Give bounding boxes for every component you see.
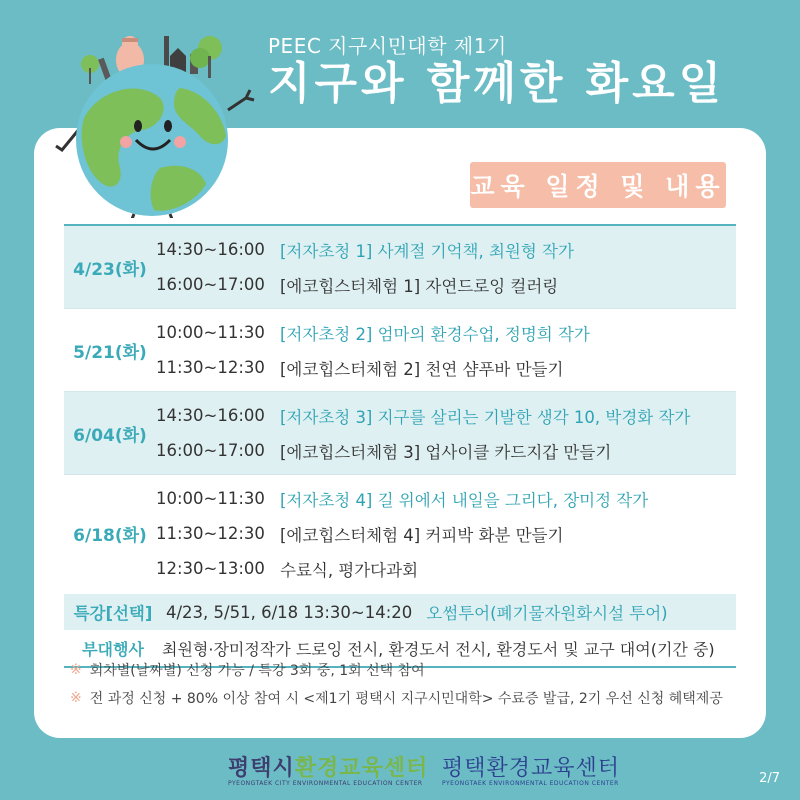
schedule-time: 14:30~16:00 bbox=[156, 406, 265, 425]
schedule-date: 5/21(화) bbox=[73, 342, 147, 363]
page-title: 지구와 함께한 화요일 bbox=[268, 58, 726, 109]
schedule-date: 6/04(화) bbox=[73, 425, 147, 446]
note-item bbox=[70, 684, 723, 712]
schedule-time: 11:30~12:30 bbox=[156, 358, 265, 377]
schedule-table bbox=[64, 224, 736, 668]
page-number: 2/7 bbox=[759, 771, 780, 786]
special-label: 특강[선택] bbox=[73, 604, 153, 623]
schedule-item bbox=[156, 433, 736, 468]
schedule-title: [저자초청 4] 길 위에서 내일을 그리다, 장미정 작가 bbox=[280, 490, 649, 510]
notes-list bbox=[70, 656, 723, 712]
schedule-title: [에코힙스터체험 2] 천연 샴푸바 만들기 bbox=[280, 359, 564, 379]
schedule-time: 10:00~11:30 bbox=[156, 323, 265, 342]
schedule-row bbox=[64, 391, 736, 474]
page-subtitle: PEEC 지구시민대학 제1기 bbox=[268, 34, 507, 58]
schedule-time: 11:30~12:30 bbox=[156, 524, 265, 543]
schedule-items bbox=[156, 392, 736, 474]
schedule-items bbox=[156, 475, 736, 592]
schedule-title: [에코힙스터체험 1] 자연드로잉 컬러링 bbox=[280, 276, 559, 296]
logo1-part2: 환경교육센터 bbox=[294, 756, 429, 781]
footer bbox=[0, 745, 800, 800]
schedule-item bbox=[156, 232, 736, 267]
schedule-date: 6/18(화) bbox=[73, 526, 147, 546]
schedule-row bbox=[64, 308, 736, 391]
logo1-subtext: PYEONGTAEK CITY ENVIRONMENTAL EDUCATION CENTER bbox=[228, 780, 423, 787]
schedule-row bbox=[64, 474, 736, 592]
schedule-time: 12:30~13:00 bbox=[156, 559, 265, 578]
schedule-time: 14:30~16:00 bbox=[156, 240, 265, 259]
pyeongtaek-city-eec-logo bbox=[228, 751, 428, 782]
schedule-time: 16:00~17:00 bbox=[156, 441, 265, 460]
logo2-subtext: PYEONGTAEK ENVIRONMENTAL EDUCATION CENTER bbox=[442, 780, 619, 787]
schedule-title: [에코힙스터체험 3] 업사이클 카드지갑 만들기 bbox=[280, 442, 612, 462]
note-mark: ※ bbox=[70, 662, 82, 678]
schedule-item bbox=[156, 267, 736, 302]
special-lecture-row bbox=[64, 592, 736, 630]
schedule-title: [저자초청 2] 엄마의 환경수업, 정명희 작가 bbox=[280, 324, 590, 344]
note-text: 회차별(날짜별) 신청 가능 / 특강 3회 중, 1회 선택 참여 bbox=[89, 663, 425, 679]
schedule-title: 수료식, 평가다과회 bbox=[280, 560, 419, 580]
note-text: 전 과정 신청 + 80% 이상 참여 시 <제1기 평택시 지구시민대학> 수료증 발급, 2기 우선 신청 혜택제공 bbox=[89, 691, 723, 707]
special-dates: 4/23, 5/51, 6/18 13:30~14:20 bbox=[166, 602, 413, 622]
note-item bbox=[70, 656, 723, 684]
note-mark: ※ bbox=[70, 690, 82, 706]
schedule-row bbox=[64, 226, 736, 308]
schedule-item bbox=[156, 551, 736, 586]
schedule-item bbox=[156, 516, 736, 551]
extra-text: 최원형·장미정작가 드로잉 전시, 환경도서 전시, 환경도서 및 교구 대여(기간 중) bbox=[162, 639, 715, 659]
schedule-time: 16:00~17:00 bbox=[156, 275, 265, 294]
schedule-item bbox=[156, 398, 736, 433]
schedule-title: [에코힙스터체험 4] 커피박 화분 만들기 bbox=[280, 525, 564, 545]
schedule-section-badge: 교육 일정 및 내용 bbox=[470, 162, 726, 208]
schedule-item bbox=[156, 350, 736, 385]
schedule-item bbox=[156, 315, 736, 350]
schedule-title: [저자초청 3] 지구를 살리는 기발한 생각 10, 박경화 작가 bbox=[280, 407, 691, 427]
schedule-item bbox=[156, 481, 736, 516]
extra-label: 부대행사 bbox=[82, 639, 144, 659]
schedule-items bbox=[156, 309, 736, 391]
schedule-title: [저자초청 1] 사계절 기억책, 최원형 작가 bbox=[280, 241, 574, 261]
logo1-part1: 평택시 bbox=[228, 756, 295, 781]
schedule-date: 4/23(화) bbox=[73, 259, 147, 280]
schedule-time: 10:00~11:30 bbox=[156, 489, 265, 508]
schedule-items bbox=[156, 226, 736, 308]
pyeongtaek-eec-logo: 평택환경교육센터 bbox=[442, 756, 621, 781]
earth-mascot-icon bbox=[50, 18, 260, 218]
special-tour: 오썸투어(폐기물자원화시설 투어) bbox=[426, 604, 668, 623]
